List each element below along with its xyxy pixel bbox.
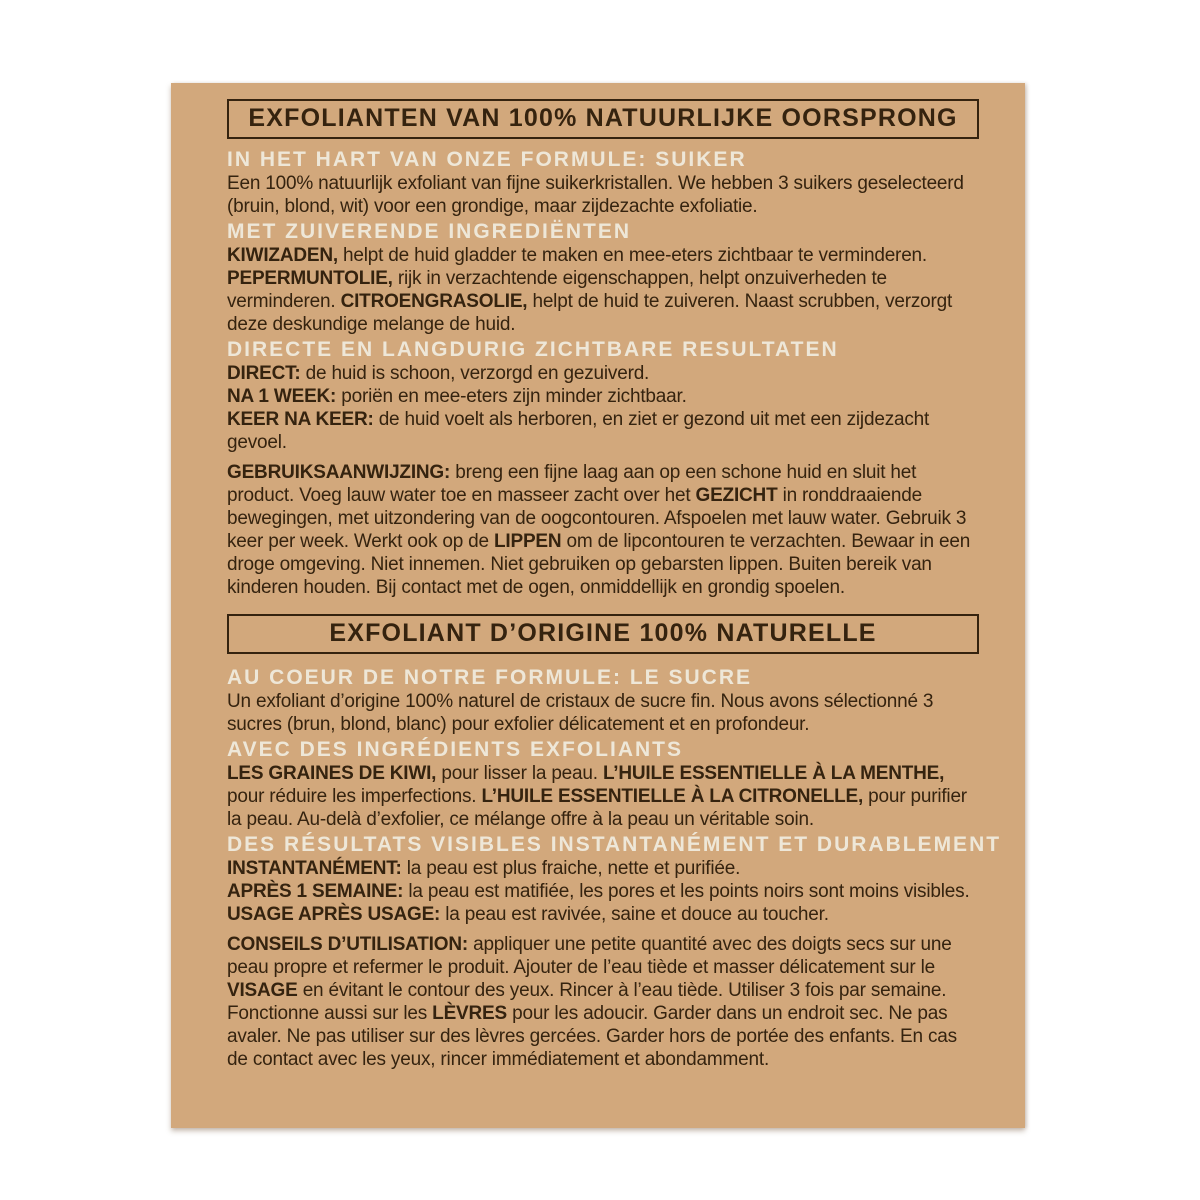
text-segment: pour purifier la peau. Au-delà d’exfolier, ce mélange offre à la peau un véritable soin. [227, 786, 967, 830]
ingredient-citroengrasolie: CITROENGRASOLIE, [340, 291, 533, 312]
result-text: la peau est plus fraiche, nette et purifiée. [401, 858, 741, 879]
result-label: USAGE APRÈS USAGE: [227, 904, 441, 925]
text-segment: appliquer une petite quantité avec des doigts secs sur une peau propre et refermer le produit. Ajouter de l’eau tiède et masser délicatement sur le [227, 934, 952, 978]
result-label: INSTANTANÉMENT: [227, 858, 402, 879]
french-paragraph-ingredients [227, 762, 979, 831]
french-result-usage [227, 903, 979, 926]
dutch-result-direct [227, 362, 979, 385]
ingredient-huile-menthe: L’HUILE ESSENTIELLE À LA MENTHE, [602, 763, 945, 784]
dutch-paragraph-ingredients [227, 244, 979, 336]
dutch-usage-paragraph [227, 461, 979, 599]
result-text: la peau est ravivée, saine et douce au toucher. [440, 904, 829, 925]
result-text: de huid voelt als herboren, en ziet er gezond uit met een zijdezacht gevoel. [227, 409, 930, 453]
dutch-heading-formula: IN HET HART VAN ONZE FORMULE: SUIKER [227, 148, 747, 171]
dutch-heading-results: DIRECTE EN LANGDURIG ZICHTBARE RESULTATEN [227, 338, 839, 361]
result-text: poriën en mee-eters zijn minder zichtbaar. [336, 386, 687, 407]
french-title-text: EXFOLIANT D’ORIGINE 100% NATURELLE [329, 619, 877, 647]
french-result-semaine [227, 880, 979, 903]
ingredient-kiwizaden: KIWIZADEN, [227, 245, 344, 266]
text-segment: en évitant le contour des yeux. Rincer à l’eau tiède. Utiliser 3 fois par semaine. Fonctionne aussi sur les [227, 980, 947, 1024]
dutch-title-box [227, 99, 979, 139]
usage-lips-word: LIPPEN [493, 531, 562, 552]
ingredient-huile-citronelle: L’HUILE ESSENTIELLE À LA CITRONELLE, [481, 786, 869, 807]
product-back-label [171, 83, 1025, 1128]
usage-label: GEBRUIKSAANWIJZING: [227, 462, 456, 483]
usage-face-word: VISAGE [227, 980, 298, 1001]
text-segment: pour réduire les imperfections. [227, 786, 482, 807]
result-label: KEER NA KEER: [227, 409, 374, 430]
text-segment: om de lipcontouren te verzachten. Bewaar in een droge omgeving. Niet innemen. Niet gebruiken op gebarsten lippen. Buiten bereik van kinderen houden. Bij contact met de ogen, onmiddellijk en grondig spoelen. [227, 531, 971, 598]
french-heading-results: DES RÉSULTATS VISIBLES INSTANTANÉMENT ET DURABLEMENT [227, 833, 1002, 856]
french-heading-ingredients: AVEC DES INGRÉDIENTS EXFOLIANTS [227, 738, 683, 761]
french-title-box [227, 614, 979, 654]
dutch-paragraph-formula: Een 100% natuurlijk exfoliant van fijne suikerkristallen. We hebben 3 suikers geselecteerd (bruin, blond, wit) voor een grondige, maar zijdezachte exfoliatie. [227, 173, 964, 217]
result-text: de huid is schoon, verzorgd en gezuiverd. [300, 363, 650, 384]
text-segment: pour lisser la peau. [441, 763, 603, 784]
text-segment: in ronddraaiende bewegingen, met uitzondering van de oogcontouren. Afspoelen met lauw water. Gebruik 3 keer per week. Werkt ook op de [227, 485, 967, 552]
usage-face-word: GEZICHT [695, 485, 778, 506]
usage-label: CONSEILS D’UTILISATION: [227, 934, 474, 955]
french-usage-paragraph [227, 933, 979, 1071]
text-segment: helpt de huid te zuiveren. Naast scrubben, verzorgt deze deskundige melange de huid. [227, 291, 953, 335]
ingredient-pepermuntolie: PEPERMUNTOLIE, [227, 268, 398, 289]
french-result-instant [227, 857, 979, 880]
dutch-result-week [227, 385, 979, 408]
french-paragraph-formula: Un exfoliant d’origine 100% naturel de cristaux de sucre fin. Nous avons sélectionné 3 sucres (brun, blond, blanc) pour exfolier délicatement et en profondeur. [227, 691, 934, 735]
result-label: APRÈS 1 SEMAINE: [227, 881, 404, 902]
text-segment: helpt de huid gladder te maken en mee-eters zichtbaar te verminderen. [343, 245, 928, 266]
text-segment: pour les adoucir. Garder dans un endroit sec. Ne pas avaler. Ne pas utiliser sur des lèvres gercées. Garder hors de portée des enfants. En cas de contact avec les yeux, rincer immédiatement et abondamment. [227, 1003, 957, 1070]
dutch-title-text: EXFOLIANTEN VAN 100% NATUURLIJKE OORSPRONG [248, 104, 958, 132]
ingredient-graines-kiwi: LES GRAINES DE KIWI, [227, 763, 442, 784]
dutch-result-keer [227, 408, 979, 454]
text-segment: breng een fijne laag aan op een schone huid en sluit het product. Voeg lauw water toe en masseer zacht over het [227, 462, 917, 506]
dutch-heading-ingredients: MET ZUIVERENDE INGREDIËNTEN [227, 220, 632, 243]
result-text: la peau est matifiée, les pores et les points noirs sont moins visibles. [403, 881, 970, 902]
result-label: NA 1 WEEK: [227, 386, 337, 407]
result-label: DIRECT: [227, 363, 301, 384]
text-segment: rijk in verzachtende eigenschappen, helpt onzuiverheden te verminderen. [227, 268, 887, 312]
french-heading-formula: AU COEUR DE NOTRE FORMULE: LE SUCRE [227, 666, 753, 689]
usage-lips-word: LÈVRES [432, 1003, 507, 1024]
